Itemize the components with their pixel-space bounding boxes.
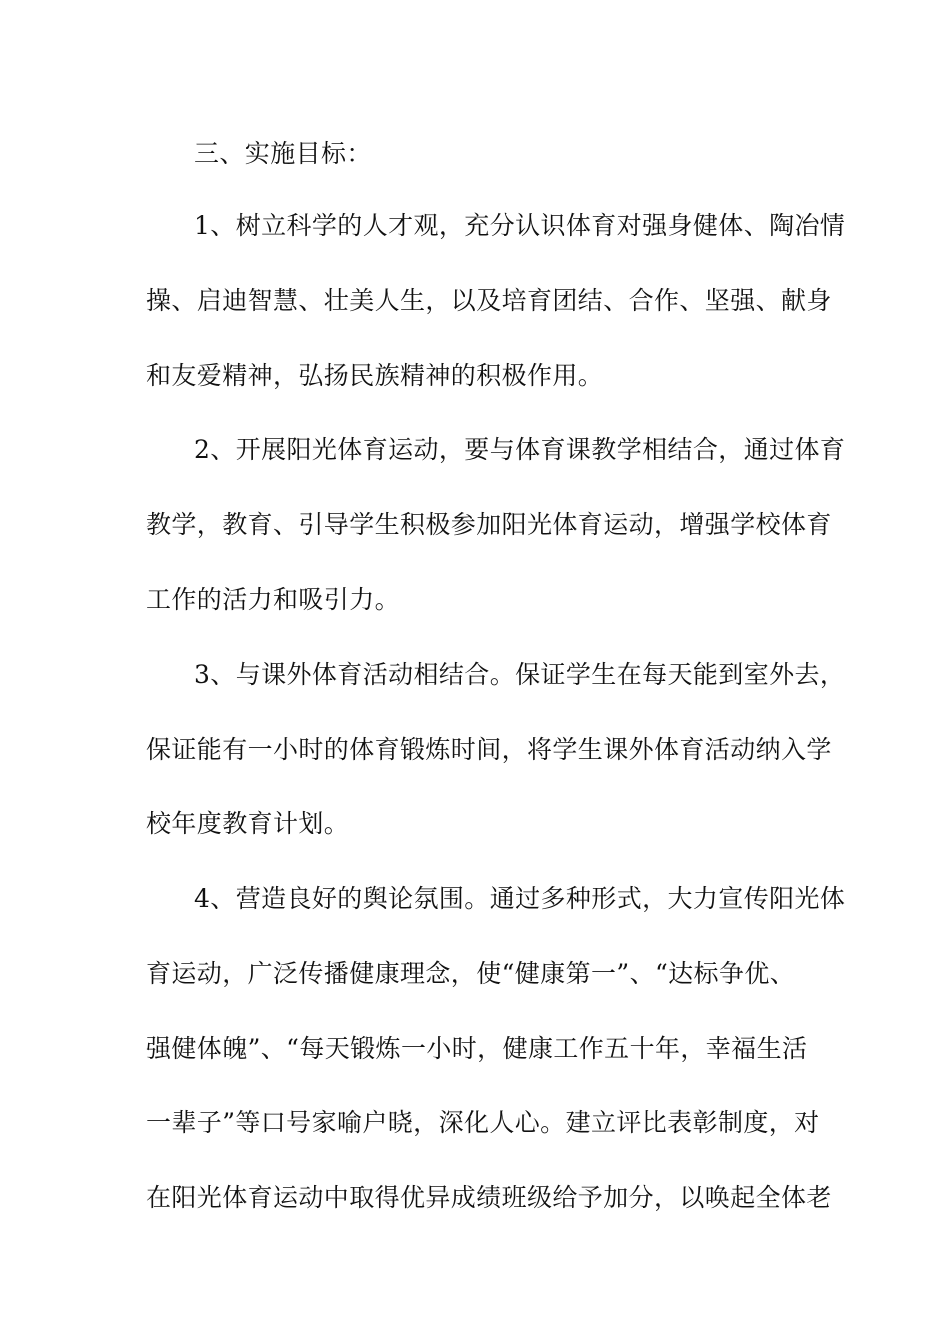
- section-heading: 三、实施目标：: [194, 139, 372, 168]
- paragraph-4-line-5: 在阳光体育运动中取得优异成绩班级给予加分，以唤起全体老: [146, 1183, 832, 1212]
- paragraph-4-line-1: 4、营造良好的舆论氛围。通过多种形式，大力宣传阳光体: [194, 884, 846, 913]
- paragraph-4-line-3: 强健体魄”、“每天锻炼一小时，健康工作五十年，幸福生活: [146, 1034, 808, 1063]
- paragraph-1-line-2: 操、启迪智慧、壮美人生，以及培育团结、合作、坚强、献身: [146, 286, 832, 315]
- paragraph-2-line-1: 2、开展阳光体育运动，要与体育课教学相结合，通过体育: [194, 435, 846, 464]
- paragraph-1-line-3: 和友爱精神，弘扬民族精神的积极作用。: [146, 361, 604, 390]
- paragraph-4-line-4: 一辈子”等口号家喻户晓，深化人心。建立评比表彰制度，对: [146, 1108, 820, 1137]
- paragraph-4-line-2: 育运动，广泛传播健康理念，使“健康第一”、“达标争优、: [146, 959, 796, 988]
- paragraph-2-line-3: 工作的活力和吸引力。: [146, 585, 401, 614]
- paragraph-1-line-1: 1、树立科学的人才观，充分认识体育对强身健体、陶冶情: [194, 211, 846, 240]
- paragraph-2-line-2: 教学，教育、引导学生积极参加阳光体育运动，增强学校体育: [146, 510, 832, 539]
- paragraph-3-line-3: 校年度教育计划。: [146, 809, 350, 838]
- paragraph-3-line-2: 保证能有一小时的体育锻炼时间，将学生课外体育活动纳入学: [146, 735, 832, 764]
- paragraph-3-line-1: 3、与课外体育活动相结合。保证学生在每天能到室外去，: [194, 660, 846, 689]
